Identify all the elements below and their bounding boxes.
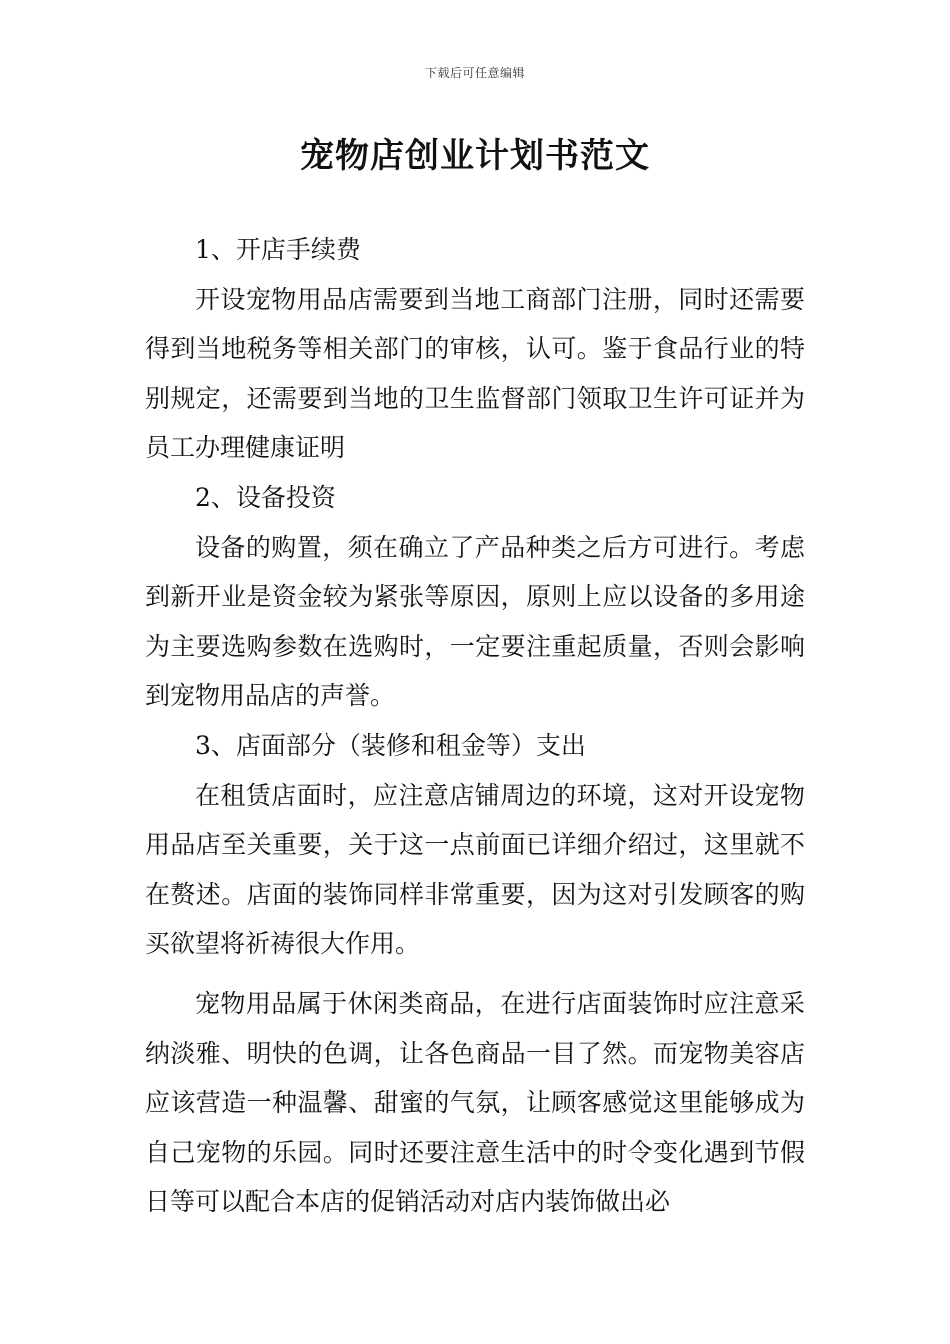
document-title: 宠物店创业计划书范文 [300,136,650,176]
section-heading-equipment: 2、设备投资 [195,482,336,512]
section-heading-fees: 1、开店手续费 [195,235,361,264]
paragraph-storefront-rent: 在租赁店面时，应注意店铺周边的环境，这对开设宠物用品店至关重要，关于这一点前面已详细介绍过，这里就不在赘述。店面的装饰同样非常重要，因为这对引发顾客的购买欲望将祈祷很大作用。 [145,780,805,959]
paragraph-fees: 开设宠物用品店需要到当地工商部门注册，同时还需要得到当地税务等相关部门的审核，认可。鉴于食品行业的特别规定，还需要到当地的卫生监督部门领取卫生许可证并为员工办理健康证明 [145,284,805,463]
document-body [145,225,805,1227]
paragraph-storefront-decor: 宠物用品属于休闲类商品，在进行店面装饰时应注意采纳淡雅、明快的色调，让各色商品一目了然。而宠物美容店应该营造一种温馨、甜蜜的气氛，让顾客感觉这里能够成为自己宠物的乐园。同时还要注意生活中的时令变化遇到节假日等可以配合本店的促销活动对店内装饰做出必 [145,988,805,1217]
section-heading-storefront: 3、店面部分（装修和租金等）支出 [195,730,586,760]
paragraph-equipment: 设备的购置，须在确立了产品种类之后方可进行。考虑到新开业是资金较为紧张等原因，原则上应以设备的多用途为主要选购参数在选购时，一定要注重起质量，否则会影响到宠物用品店的声誉。 [145,532,805,711]
header-note: 下载后可任意编辑 [424,66,525,80]
